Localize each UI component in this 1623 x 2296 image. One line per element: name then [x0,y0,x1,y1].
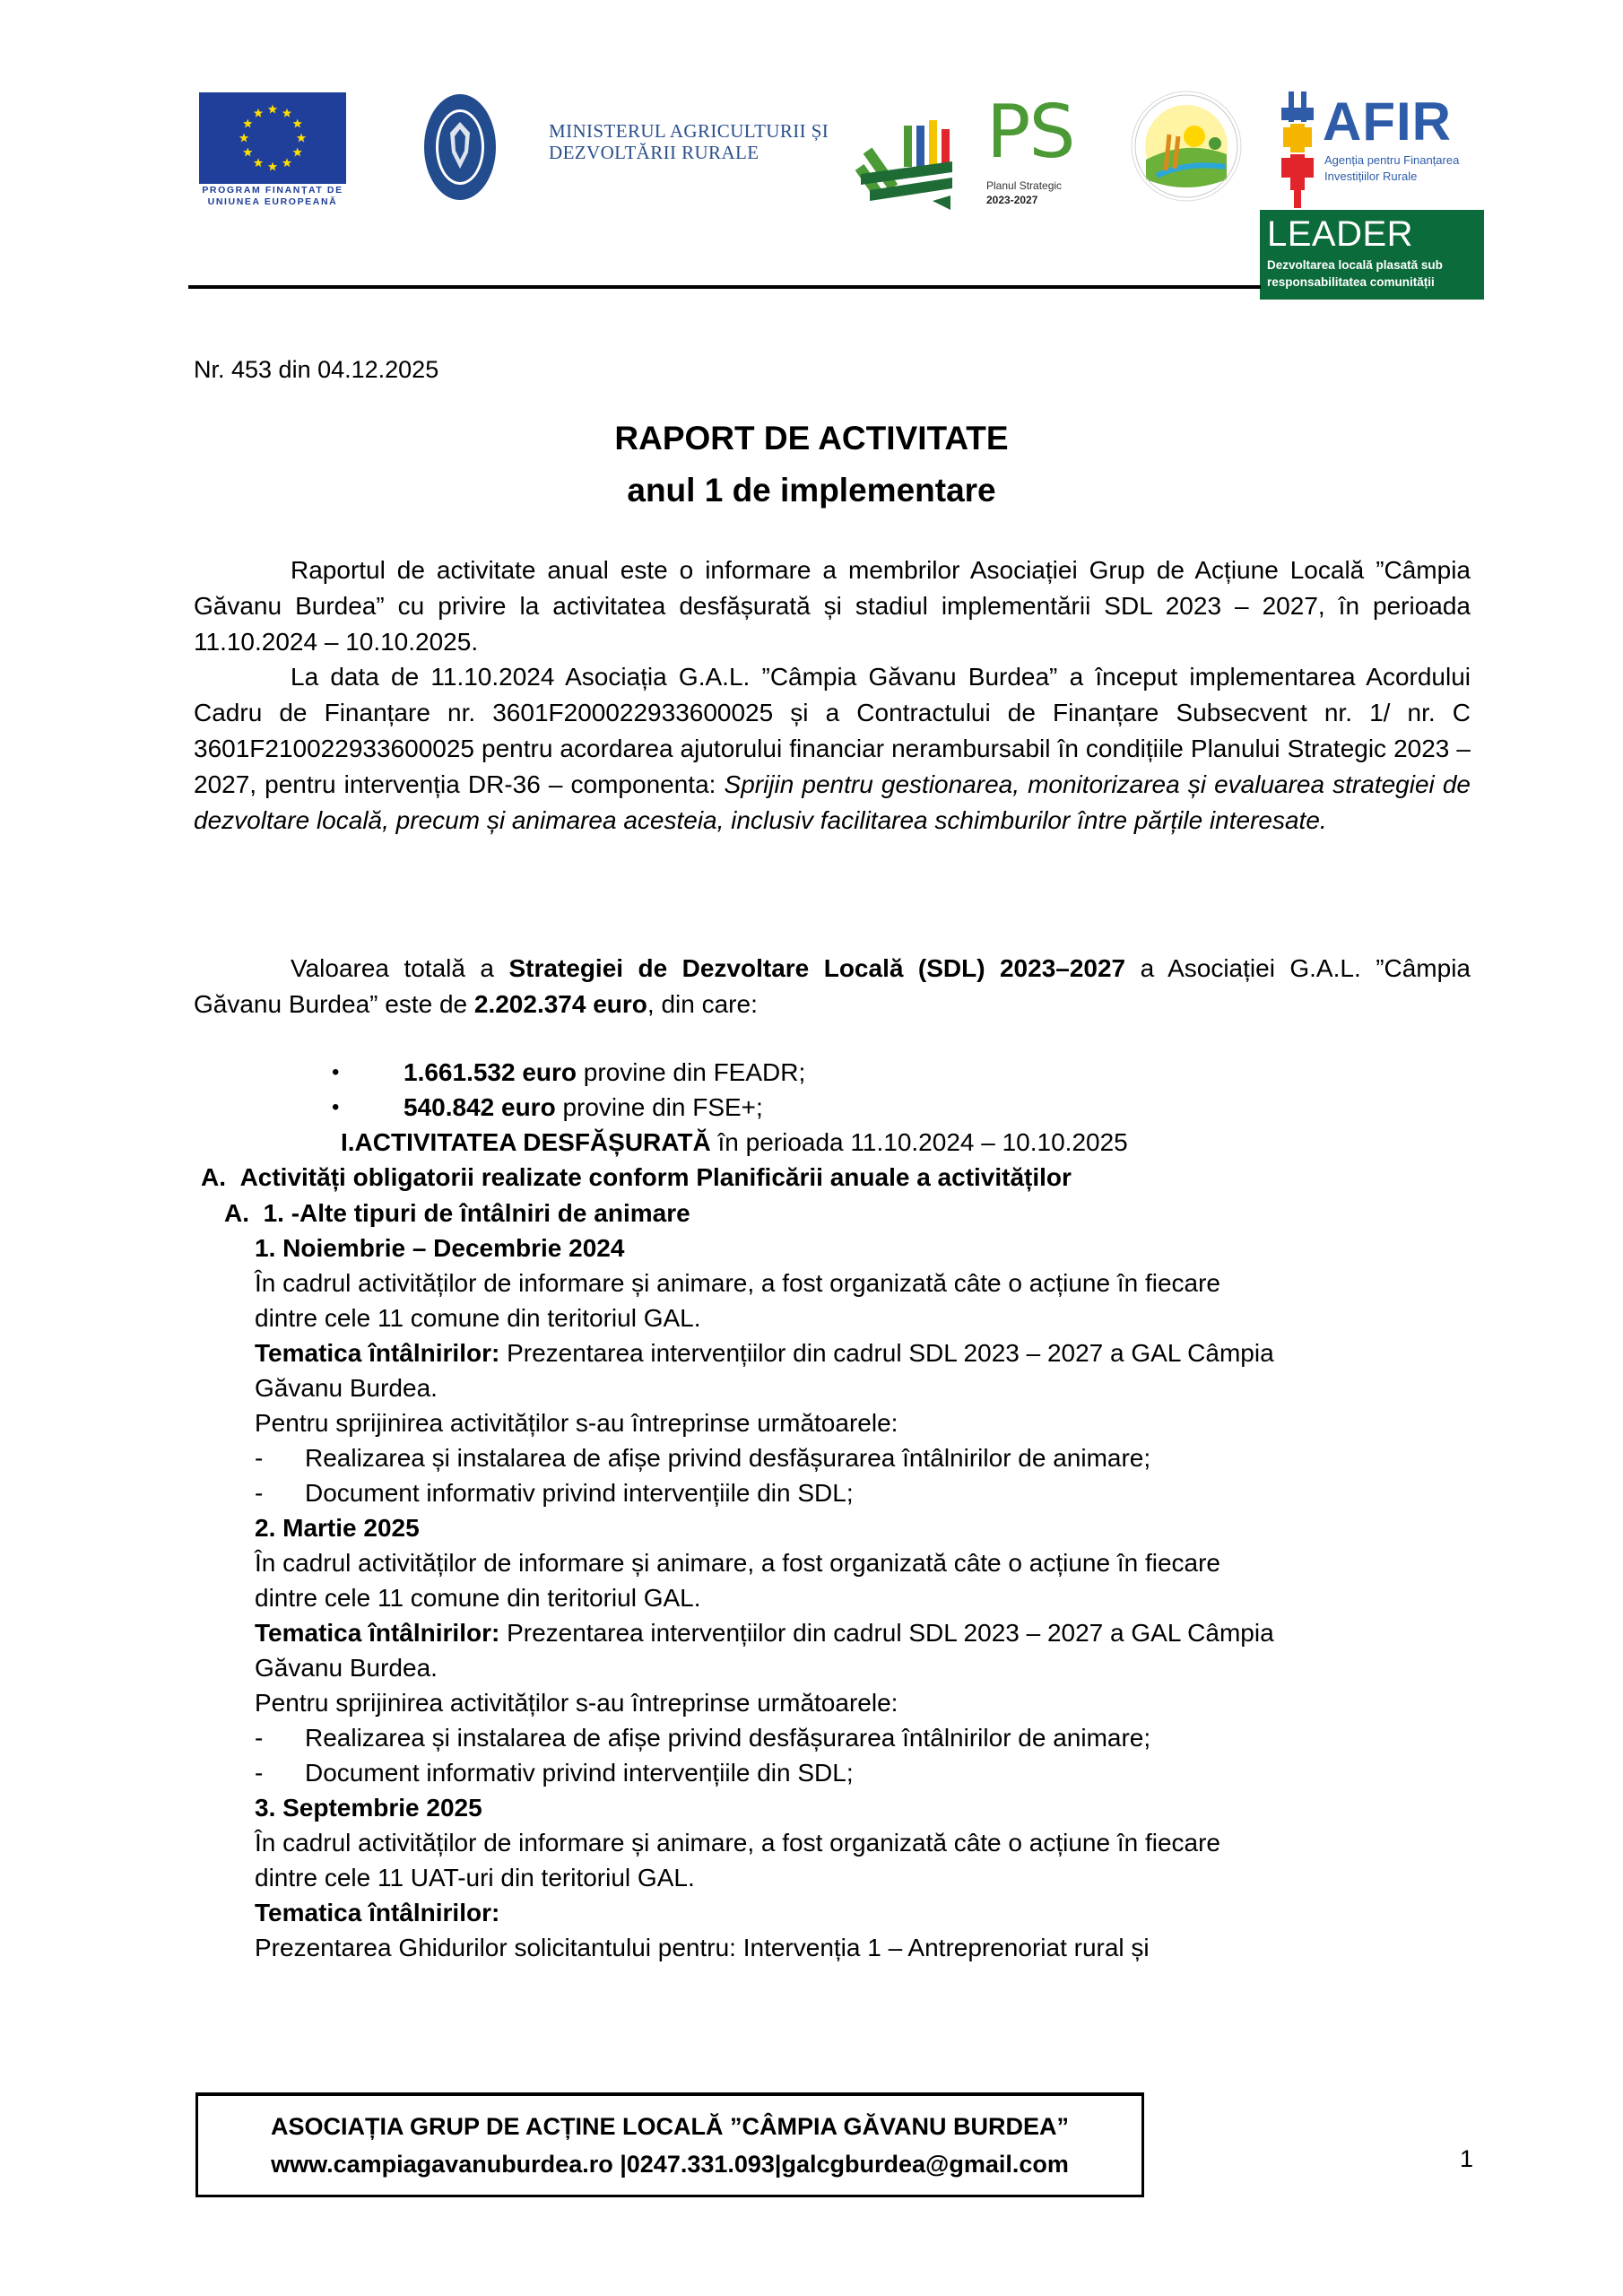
ministry-line1: MINISTERUL AGRICULTURII ȘI [549,120,829,142]
sdl-value-text-e: , din care: [647,990,758,1018]
dash-icon: - [255,1479,264,1507]
leader-sub-line2: responsabilitatea comunității [1267,275,1435,289]
support-item-text: Realizarea și instalarea de afișe privind desfășurarea întâlnirilor de animare; [305,1444,1151,1472]
planul-strategic-emblem [852,99,977,212]
support-item-text: Document informativ privind intervențiile din SDL; [305,1479,854,1507]
event-description-line1: În cadrul activităților de informare și animare, a fost organizată câte o acțiune în fiecare [255,1549,1220,1577]
event-theme-text: Prezentarea intervențiilor din cadrul SDL 2023 – 2027 a GAL Câmpia [499,1339,1274,1367]
section-A1-marker: A. [224,1199,249,1227]
event-theme [255,1335,1474,1371]
afir-title: AFIR [1323,91,1452,152]
eu-star-icon [282,109,291,117]
dash-icon: - [255,1444,264,1472]
sdl-name: Strategiei de Dezvoltare Locală (SDL) 2023–2027 [508,954,1126,982]
event-description-line1: În cadrul activităților de informare și animare, a fost organizată câte o acțiune în fiecare [255,1829,1220,1857]
section-I-heading [341,1125,1128,1161]
event-description-line2: dintre cele 11 UAT-uri din teritoriul GAL. [255,1864,695,1892]
eu-star-icon [254,109,263,117]
sdl-value-paragraph [194,951,1471,1022]
header-divider [188,285,1261,289]
leader-title: LEADER [1267,214,1414,254]
funding-amount: 1.661.532 euro [404,1058,577,1086]
eu-flag-logo [199,92,346,184]
intro-paragraph-2 [194,659,1471,839]
document-number: Nr. 453 din 04.12.2025 [194,356,439,383]
event-theme-line2: Găvanu Burdea. [255,1374,438,1402]
eu-star-icon [292,148,301,157]
document-subtitle: anul 1 de implementare [627,472,996,509]
eu-star-icon [282,158,291,167]
ps-caption-line2: 2023-2027 [986,194,1038,206]
support-item-text: Document informativ privind intervențiile din SDL; [305,1759,854,1787]
bullet-icon: • [332,1060,340,1084]
event-support-intro: Pentru sprijinirea activităților s-au întreprinse următoarele: [255,1409,898,1437]
eu-caption-line1: PROGRAM FINANȚAT DE [202,185,343,196]
event-heading: 2. Martie 2025 [255,1514,420,1542]
gal-campia-gavanu-burdea-logo [1130,90,1243,203]
funding-source: provine din FEADR; [577,1058,806,1086]
eu-star-icon [268,162,277,171]
event-description-line2: dintre cele 11 comune din teritoriul GAL. [255,1584,701,1612]
event-theme-line2: Găvanu Burdea. [255,1654,438,1682]
event-heading: 1. Noiembrie – Decembrie 2024 [255,1234,625,1262]
leader-subtitle [1267,257,1443,291]
event-description-line1: În cadrul activităților de informare și animare, a fost organizată câte o acțiune în fiecare [255,1269,1220,1297]
ps-letters: PS [986,90,1074,175]
eu-caption [192,185,353,208]
intro-paragraph-1-text: Raportul de activitate anual este o informare a membrilor Asociației Grup de Acțiune Locală ”Câmpia Găvanu Burdea” cu privire la activitatea desfășurată și stadiul implementării SDL 2023 – 2027, în perioada 11.10.2024 – 10.10.2025. [194,556,1471,656]
eu-star-icon [243,119,252,128]
leader-logo [1260,210,1484,300]
intro-paragraph-2-text: La data de 11.10.2024 Asociația G.A.L. ”Câmpia Găvanu Burdea” a început implementarea Acordului Cadru de Finanțare nr. 3601F200022933600025 și a Contractului de Finanțare Subsecvent nr. 1/ nr. C 3601F210022933600025 pentru acordarea ajutorului financiar nerambursabil în condițiile Planului Strategic 2023 – 2027, pentru intervenția DR-36 – componenta: [194,663,1471,798]
footer-org-name: ASOCIAȚIA GRUP DE ACȚINE LOCALĂ ”CÂMPIA GĂVANU BURDEA” [270,2113,1069,2140]
document-title: RAPORT DE ACTIVITATE [614,420,1009,457]
section-A1-title: 1. -Alte tipuri de întâlniri de animare [263,1199,690,1227]
ministry-name [549,120,829,163]
event-theme-text: Prezentarea intervențiilor din cadrul SDL 2023 – 2027 a GAL Câmpia [499,1619,1274,1647]
intervention-component-text: Sprijin pentru gestionarea, monitorizarea și evaluarea strategiei de dezvoltare locală, precum și animarea acesteia, inclusiv facilitarea schimburilor între părțile interesate. [194,770,1471,834]
section-A-title: Activități obligatorii realizate conform Planificării anuale a activităților [239,1163,1072,1191]
section-I-title: I.ACTIVITATEA DESFĂȘURATĂ [341,1128,711,1156]
eu-star-icon [254,158,263,167]
leader-sub-line1: Dezvoltarea locală plasată sub [1267,258,1443,272]
sdl-total-value: 2.202.374 euro [473,990,647,1018]
funding-amount: 540.842 euro [404,1093,556,1121]
event-theme-label: Tematica întâlnirilor: [255,1339,500,1367]
footer-contact: www.campiagavanuburdea.ro |0247.331.093|galcgburdea@gmail.com [271,2151,1069,2178]
intro-paragraph-1 [194,552,1471,660]
eu-star-icon [239,134,248,143]
eu-star-icon [243,148,252,157]
afir-sub-line2: Investițiilor Rurale [1324,170,1418,183]
event-theme-text: Prezentarea Ghidurilor solicitantului pentru: Intervenția 1 – Antreprenoriat rural și [255,1934,1150,1961]
eu-star-icon [268,105,277,114]
footer-contact-box [195,2092,1144,2197]
bullet-icon: • [332,1095,340,1119]
eu-stars-icon [199,92,346,184]
support-item-text: Realizarea și instalarea de afișe privind desfășurarea întâlnirilor de animare; [305,1724,1151,1752]
section-A1-heading [224,1196,690,1231]
afir-subtitle [1324,152,1459,185]
government-seal-logo [423,93,497,201]
event-support-intro: Pentru sprijinirea activităților s-au întreprinse următoarele: [255,1689,898,1717]
ps-caption-line1: Planul Strategic [986,179,1063,192]
event-heading: 3. Septembrie 2025 [255,1794,482,1822]
afir-emblem [1278,91,1317,208]
dash-icon: - [255,1724,264,1752]
eu-caption-line2: UNIUNEA EUROPEANĂ [207,196,338,207]
dash-icon: - [255,1759,264,1787]
event-description-line2: dintre cele 11 comune din teritoriul GAL. [255,1304,701,1332]
sdl-value-text-c: a Asociației G.A.L. ”Câmpia Găvanu Burdea” este de [194,954,1471,1018]
event-theme-label: Tematica întâlnirilor: [255,1619,500,1647]
event-theme-label: Tematica întâlnirilor: [255,1899,500,1926]
sdl-value-text-a: Valoarea totală a [291,954,509,982]
eu-star-icon [297,134,306,143]
event-theme [255,1615,1474,1651]
section-I-period: în perioada 11.10.2024 – 10.10.2025 [710,1128,1128,1156]
funding-source: provine din FSE+; [555,1093,763,1121]
section-A-heading [201,1160,1072,1196]
section-A-marker: A. [201,1163,226,1191]
ministry-line2: DEZVOLTĂRII RURALE [549,142,759,163]
page-number: 1 [1460,2145,1474,2172]
eu-star-icon [292,119,301,128]
afir-sub-line1: Agenția pentru Finanțarea [1324,153,1460,167]
